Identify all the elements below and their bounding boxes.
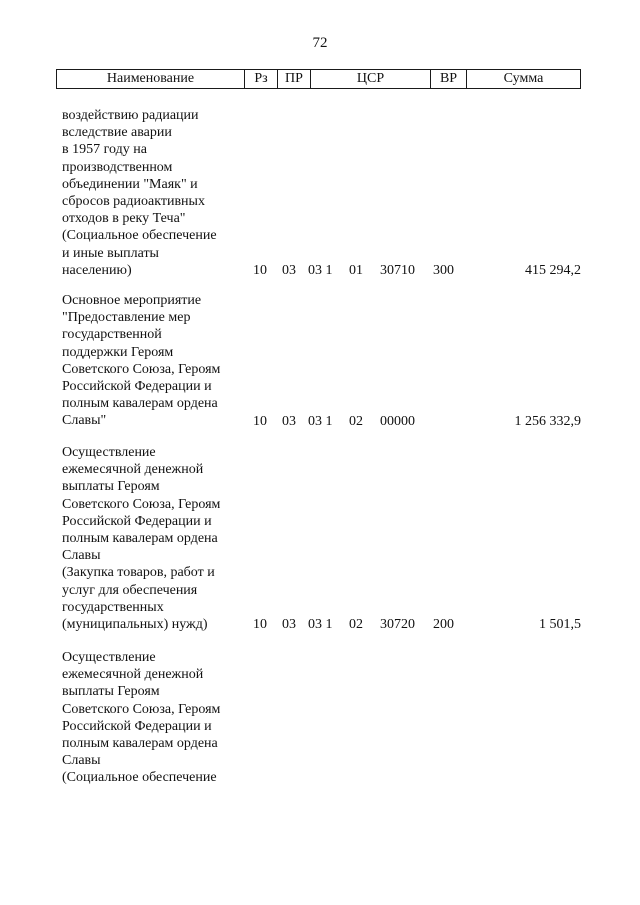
table-row <box>62 292 581 430</box>
name-line: населению) <box>62 262 132 278</box>
name-line: Славы <box>62 548 101 564</box>
code-csr-program: 03 1 <box>308 617 333 633</box>
name-line: полным кавалерам ордена <box>62 531 218 547</box>
code-rz: 10 <box>253 263 267 279</box>
name-line: Славы" <box>62 413 107 429</box>
table-row <box>62 444 581 633</box>
header-vr: ВР <box>431 70 467 88</box>
code-csr-subprogram: 02 <box>349 617 363 633</box>
entry-codes <box>62 616 581 633</box>
name-line: (Социальное обеспечение <box>62 770 217 786</box>
name-line: услуг для обеспечения <box>62 582 198 598</box>
name-line: в 1957 году на <box>62 142 147 158</box>
header-sum: Сумма <box>503 71 544 86</box>
table-row <box>62 649 581 787</box>
table-header <box>56 69 581 89</box>
header-rz: Рз <box>245 70 278 88</box>
name-line: Славы <box>62 753 101 769</box>
name-line: "Предоставление мер <box>62 310 191 326</box>
code-csr-subprogram: 02 <box>349 413 363 429</box>
name-line: Российской Федерации и <box>62 513 212 529</box>
code-pr: 03 <box>282 263 296 279</box>
entry-name <box>62 444 252 633</box>
name-line: производственном <box>62 159 173 175</box>
name-line: ежемесячной денежной <box>62 462 204 478</box>
amount: 1 256 332,9 <box>514 413 581 429</box>
code-vr: 300 <box>433 263 454 279</box>
header-pr: ПР <box>278 70 311 88</box>
code-csr-direction: 30720 <box>380 617 415 633</box>
name-line: полным кавалерам ордена <box>62 396 218 412</box>
code-rz: 10 <box>253 413 267 429</box>
code-csr-program: 03 1 <box>308 413 333 429</box>
entry-name <box>62 292 252 430</box>
code-csr-program: 03 1 <box>308 263 333 279</box>
name-line: Советского Союза, Героям <box>62 496 221 512</box>
header-name: Наименование <box>57 70 245 88</box>
code-pr: 03 <box>282 413 296 429</box>
amount: 415 294,2 <box>525 263 581 279</box>
code-csr-direction: 00000 <box>380 413 415 429</box>
name-line: Советского Союза, Героям <box>62 361 221 377</box>
name-line: вследствие аварии <box>62 125 172 141</box>
name-line: объединении "Маяк" и <box>62 176 198 192</box>
name-line: Осуществление <box>62 650 156 665</box>
name-line: государственной <box>62 327 162 343</box>
amount: 1 501,5 <box>539 617 581 633</box>
name-line: Осуществление <box>62 445 156 460</box>
name-line: (Закупка товаров, работ и <box>62 565 215 581</box>
name-line: отходов в реку Теча" <box>62 211 186 227</box>
name-line: (муниципальных) нужд) <box>62 617 208 633</box>
name-line: ежемесячной денежной <box>62 667 204 683</box>
entry-name <box>62 649 252 787</box>
name-line: (Социальное обеспечение <box>62 228 217 244</box>
code-csr-direction: 30710 <box>380 263 415 279</box>
name-line: полным кавалерам ордена <box>62 736 218 752</box>
name-line: государственных <box>62 599 164 615</box>
code-pr: 03 <box>282 617 296 633</box>
table-row <box>62 107 581 279</box>
name-line: сбросов радиоактивных <box>62 194 205 210</box>
entry-codes <box>62 413 581 430</box>
name-line: Российской Федерации и <box>62 379 212 395</box>
name-line: Российской Федерации и <box>62 718 212 734</box>
header-csr: ЦСР <box>311 70 431 88</box>
name-line: воздействию радиации <box>62 108 199 123</box>
name-line: поддержки Героям <box>62 344 174 360</box>
code-vr: 200 <box>433 617 454 633</box>
name-line: выплаты Героям <box>62 479 160 495</box>
entry-codes <box>62 262 581 279</box>
code-csr-subprogram: 01 <box>349 263 363 279</box>
name-line: и иные выплаты <box>62 245 159 261</box>
name-line: Советского Союза, Героям <box>62 701 221 717</box>
name-line: Основное мероприятие <box>62 293 202 308</box>
page-number: 72 <box>312 35 328 51</box>
code-rz: 10 <box>253 617 267 633</box>
name-line: выплаты Героям <box>62 684 160 700</box>
entry-name <box>62 107 252 279</box>
